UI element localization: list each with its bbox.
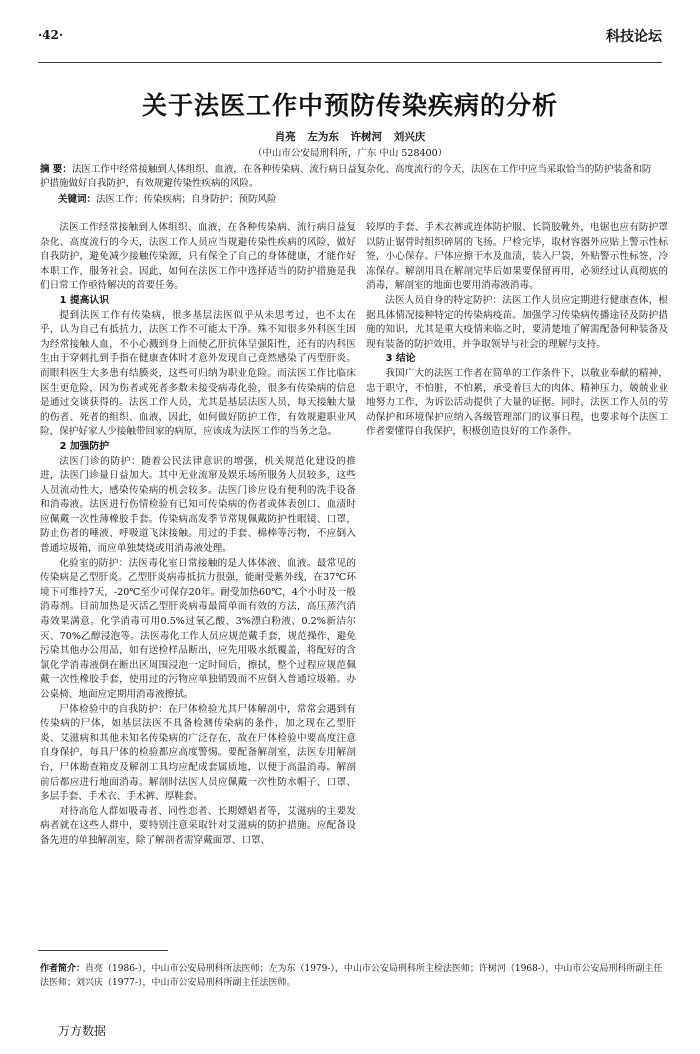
paragraph: 较厚的手套、手术衣裤或连体防护服、长筒胶靴外，电锯也应有防护罩以防止锯骨时组织碎屑的飞扬。尸检完毕，取材容器外应贴上警示性标签，小心保存。尸体应擦干水及血渍，装入尸袋，外贴警示性标签，冷冻保存。解剖用具在解剖完毕后如果要保留再用，必须经过认真彻底的消毒，解剖室的地面也要用消毒液消毒。	[366, 222, 668, 292]
footnote-rule	[38, 950, 168, 951]
left-column	[40, 221, 356, 849]
author-list: 肖亮 左为东 许树河 刘兴庆	[274, 131, 426, 143]
footnote-label: 作者简介：	[40, 964, 86, 974]
paragraph: 我国广大的法医工作者在简单的工作条件下，以敬业奉献的精神，忠于职守，不怕脏，不怕累，承受着巨大的肉体、精神压力，兢兢业业地努力工作，为诉讼活动提供了大量的证据。同时，法医工作人员的劳动保护和环境保护应纳入各级管理部门的议事日程，也要求每个法医工作者要懂得自我保护，积极创造良好的工作条件。	[366, 367, 668, 438]
right-column	[366, 221, 668, 440]
abstract-label: 摘 要：	[40, 164, 72, 175]
article-title: 关于法医工作中预防传染疾病的分析	[141, 91, 558, 120]
author-footnote	[40, 962, 670, 990]
affiliation: （中山市公安局刑科所，广东 中山 528400）	[252, 148, 448, 159]
footnote-text: 肖亮（1986-），中山市公安局刑科所法医师；左为东（1979-），中山市公安局刑科所主检法医师；许树河（1968-），中山市公安局刑科所副主任法医师；刘兴庆（1977-），中山市公安局刑科所副主任法医师。	[40, 964, 663, 988]
section-heading-2: 2 加强防护	[59, 440, 110, 452]
paragraph: 法医人员自身的特定防护：法医工作人员应定期进行健康查体，根据具体情况接种特定的传染病疫苗。加强学习传染病传播途径及防护措施的知识，尤其是重大疫情来临之时，要清楚地了解需配备何种装备及现有装备的防护效用，并争取领导与社会的理解与支持。	[366, 294, 668, 350]
header-rule	[38, 62, 662, 63]
section-label: 科技论坛	[606, 29, 662, 45]
keywords-text: 法医工作；传染疾病；自身防护；预防风险	[96, 194, 277, 205]
section-heading-3: 3 结论	[385, 353, 416, 365]
abstract-text: 法医工作中经常接触到人体组织、血液，在各种传染病、流行病日益复杂化、高度流行的今天，法医在工作中应当采取恰当的防护装备和防护措施做好自我防护，有效规避传染性疾病的风险。	[40, 164, 652, 189]
paragraph: 对待高危人群如吸毒者、同性恋者、长期嫖娼者等，艾滋病的主要发病者就在这些人群中，要特别注意采取针对艾滋病的防护措施。应配备设备先进的单独解剖室，除了解剖者需穿戴面罩、口罩、	[40, 805, 356, 846]
paragraph: 法医门诊的防护：随着公民法律意识的增强，机关规范化建设的推进，法医门诊量日益加大。其中无业流窜及娱乐场所服务人员较多，这些人员流动性大，感染传染病的机会较多。法医门诊应设有便利的洗手设备和消毒液。法医进行伤情检验有已知可传染病的伤者或体表创口、血渍时应佩戴一次性薄橡胶手套。传染病高发季节常规佩戴防护性眼镜、口罩，防止伤者的唾液、呼吸道飞沫接触。用过的手套、棉棒等污物，不应倒入普通垃圾箱，而应单独焚烧或用消毒液处理。	[40, 455, 356, 555]
intro-paragraph: 法医工作经常接触到人体组织、血液，在各种传染病、流行病日益复杂化、高度流行的今天，法医工作人员应当规避传染性疾病的风险，做好自我防护，避免减少接触传染源，只有保全了自己的身体健康，才能作好本职工作，服务社会。因此，如何在法医工作中选择适当的防护措施是我们日常工作亟待解决的首要任务。	[40, 222, 356, 292]
page-header	[38, 26, 662, 48]
paragraph: 化验室的防护：法医毒化室日常接触的是人体体液、血液。最常见的传染病是乙型肝炎。乙型肝炎病毒抵抗力很强，能耐受紫外线，在37℃环境下可维持7天，-20℃至少可保存20年。耐受加热60℃，4个小时及一般消毒剂。目前加热是灭活乙型肝炎病毒最简单而有效的方法，高压蒸汽消毒效果满意。化学消毒可用0.5%过氧乙酸、3%漂白粉液、0.2%新洁尔灭、70%乙醇浸泡等。法医毒化工作人员应规范戴手套，规范操作，避免污染其他办公用品，如有送检样品断出，应先用吸水纸覆盖，将配好的含氯化学消毒液倒在断出区周围浸泡一定时间后，擦拭，整个过程应规范佩戴一次性橡胶手套，使用过的污物应单独销毁而不应倒入普通垃圾箱。办公桌椅、地面应定期用消毒液擦拭。	[40, 557, 356, 700]
paragraph: 提到法医工作有传染病，很多基层法医似乎从未思考过，也不太在乎，认为自己有抵抗力，法医工作不可能太干净。殊不知很多外科医生因为经常接触人血，不小心溅到身上而使乙肝抗体呈强阳性，还有的内科医生由于穿刺扎到手指在健康查体时才意外发现自己竟然感染了丙型肝炎。而眼科医生大多患有结膜炎，这些可归纳为职业危险。而法医工作比临床医生更危险，因为伤者或死者多数未接受病毒化验，很多有传染病的信息是通过交谈获得的。法医工作人员，尤其是基层法医人员，每天接触大量的伤者、死者的组织、血液，因此，如何做好防护工作，有效规避职业风险，保护好家人少接触带回家的病原，应该成为法医工作的当务之急。	[40, 309, 356, 438]
keywords-label: 关键词：	[58, 194, 97, 205]
page-number: ·42·	[38, 28, 64, 42]
section-heading-1: 1 提高认识	[59, 294, 110, 306]
keywords	[58, 193, 658, 207]
abstract	[40, 163, 660, 191]
source-watermark: 万方数据	[58, 1024, 107, 1038]
paragraph: 尸体检验中的自我防护：在尸体检验尤其尸体解剖中，常常会遇到有传染病的尸体，如基层法医不具备检测传染病的条件，加之现在乙型肝炎、艾滋病和其他未知名传染病的广泛存在，故在尸体检验中要高度注意自身保护，每具尸体的检验都应高度警惕。要配备解剖室，法医专用解剖台，尸体勘查箱皮及解剖工具均应配成套属质地，以便于高温消毒。解剖前后都应进行地面消毒。解剖时法医人员应佩戴一次性防水帽子、口罩、多层手套、手术衣、手术裤、厚鞋套。	[40, 703, 356, 803]
